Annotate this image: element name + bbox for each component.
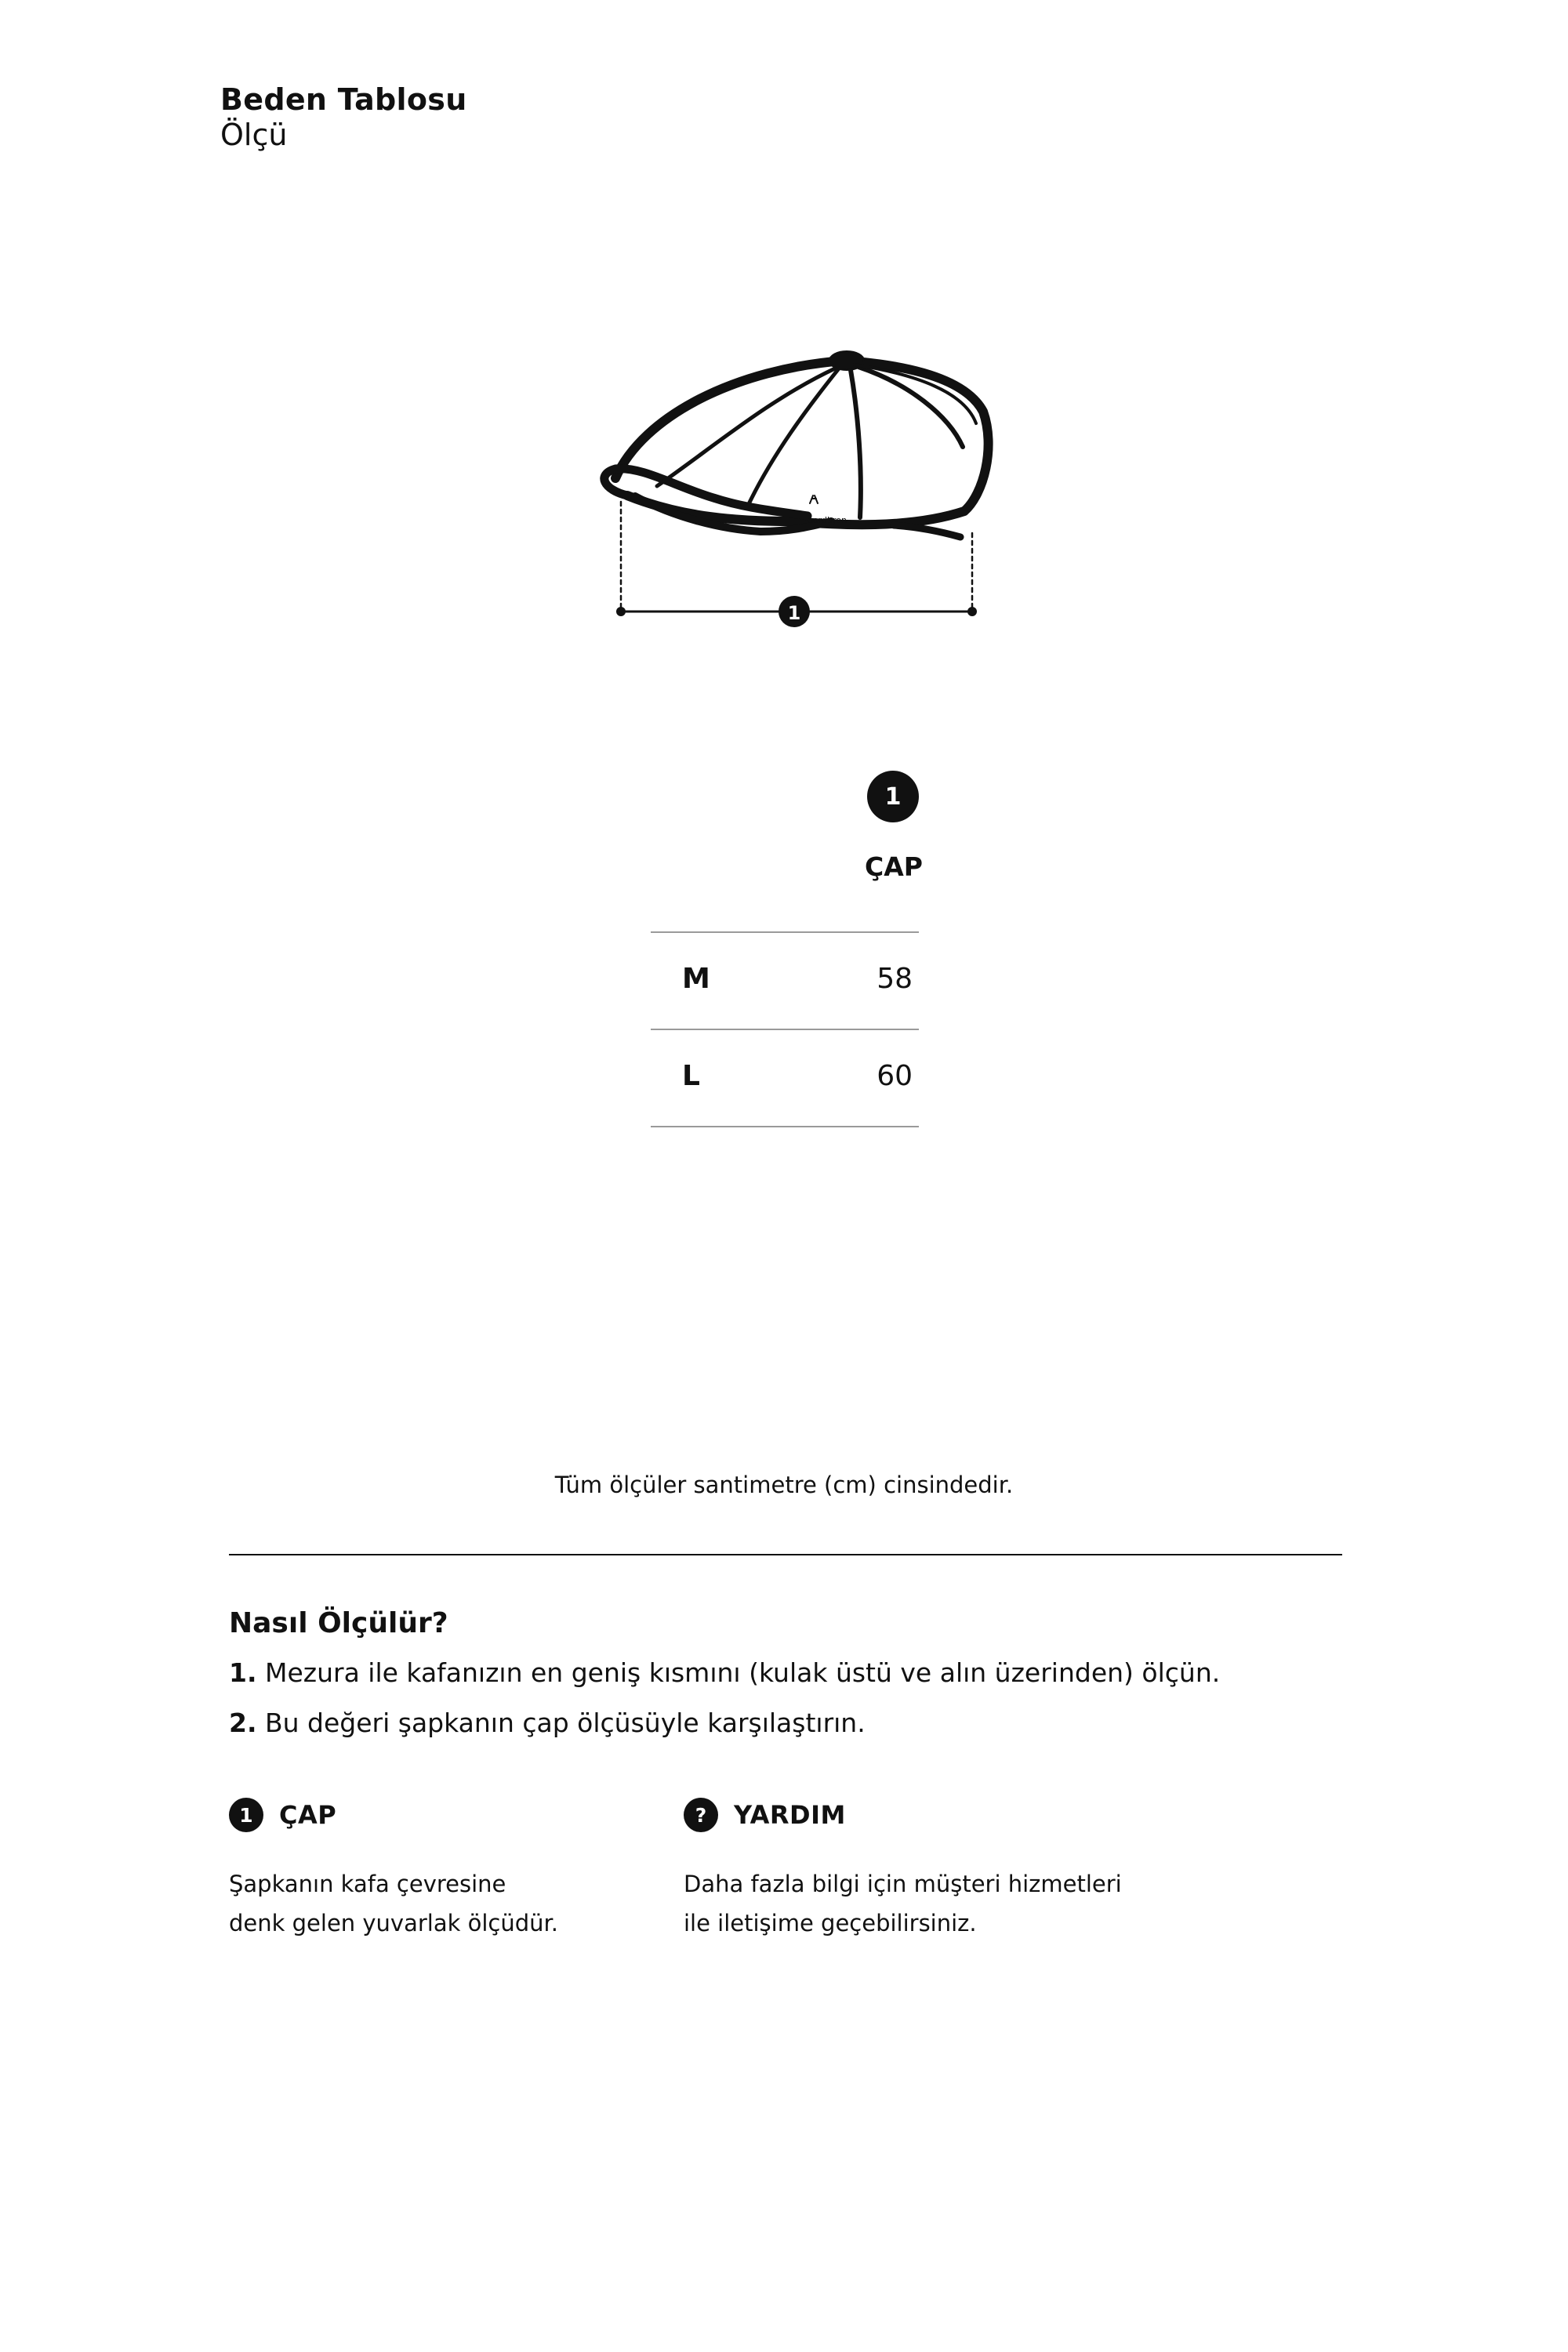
size-value: 58 [877, 963, 913, 995]
page-title: Beden Tablosu [220, 82, 467, 117]
cap-logo-text: nordbron [808, 515, 847, 525]
step-text: Mezura ile kafanızın en geniş kısmını (kulak üstü ve alın üzerinden) ölçün. [265, 1657, 1221, 1688]
info-cap [229, 1797, 668, 1943]
cap-number-badge: 1 [229, 1798, 263, 1832]
howto-step [229, 1657, 1220, 1688]
column-number-badge: 1 [867, 771, 919, 822]
info-help-text-2: ile iletişime geçebilirsiniz. [684, 1910, 977, 1936]
table-row [651, 1029, 919, 1127]
info-help-text-1: Daha fazla bilgi için müşteri hizmetleri [684, 1871, 1122, 1897]
step-number: 2. [229, 1708, 257, 1738]
help-icon: ? [684, 1798, 718, 1832]
column-header-cap: ÇAP [865, 851, 923, 882]
info-cap-text-1: Şapkanın kafa çevresine [229, 1871, 506, 1897]
size-table [651, 931, 919, 1127]
page-subtitle: Ölçü [220, 118, 288, 152]
size-label: M [682, 963, 710, 995]
measure-1-number: 1 [787, 602, 801, 624]
step-text: Bu değeri şapkanın çap ölçüsüyle karşılaştırın. [265, 1708, 866, 1738]
info-help-label: YARDIM [734, 1800, 846, 1830]
size-value: 60 [877, 1060, 913, 1092]
howto-step [229, 1708, 866, 1738]
size-label: L [682, 1060, 700, 1092]
step-number: 1. [229, 1657, 257, 1688]
section-divider [229, 1554, 1342, 1555]
info-help [684, 1797, 1232, 1943]
page-header [220, 82, 467, 152]
units-note: Tüm ölçüler santimetre (cm) cinsindedir. [554, 1472, 1014, 1498]
howto-title: Nasıl Ölçülür? [229, 1607, 448, 1639]
cap-illustration [580, 329, 1004, 643]
info-cap-text-2: denk gelen yuvarlak ölçüdür. [229, 1910, 559, 1936]
info-cap-label: ÇAP [279, 1800, 337, 1830]
table-row [651, 931, 919, 1029]
